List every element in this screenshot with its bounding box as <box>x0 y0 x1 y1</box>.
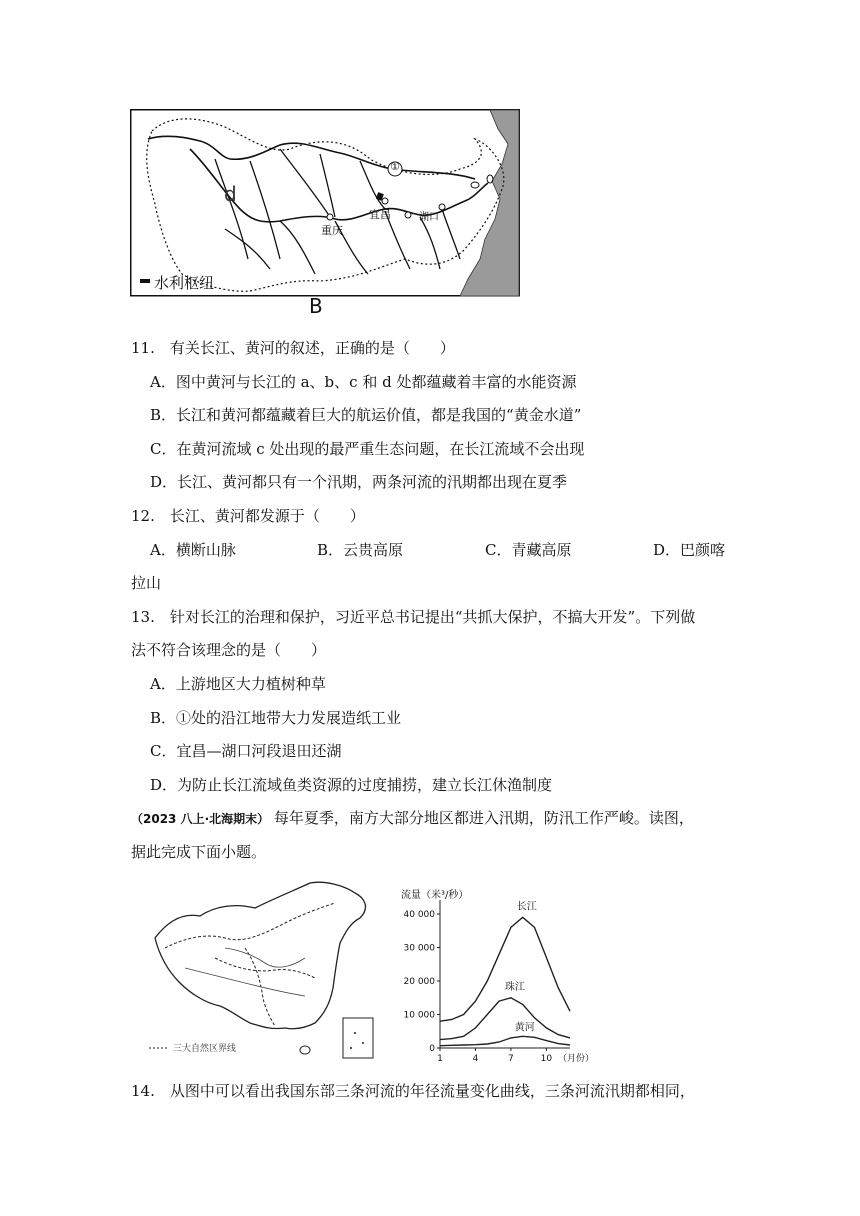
passage-source: （2023 八上·北海期末） <box>131 812 270 826</box>
q12-option-d-wrap: 拉山 <box>131 574 162 592</box>
q12-option-d: D．巴颜喀 <box>653 541 726 559</box>
y-tick-label: 10 000 <box>403 1010 435 1021</box>
legend-label: 水利枢纽 <box>154 274 215 292</box>
q11-option-c: C．在黄河流域 c 处出现的最严重生态问题，在长江流域不会出现 <box>150 440 585 458</box>
q12-option-c: C．青藏高原 <box>485 541 572 559</box>
legend-swatch <box>140 279 150 283</box>
q11-stem: 11. 有关长江、黄河的叙述，正确的是（ ） <box>131 339 455 357</box>
y-tick-label: 40 000 <box>403 910 435 920</box>
q12-option-a: A．横断山脉 <box>150 541 236 559</box>
series-label: 长江 <box>516 901 537 913</box>
label-B: B <box>309 294 323 318</box>
discharge-chart-svg <box>395 878 610 1064</box>
q13-option-a: A．上游地区大力植树种草 <box>150 675 326 693</box>
q12-option-b: B．云贵高原 <box>317 541 404 559</box>
label-chongqing: 重庆 <box>321 224 343 237</box>
q13-option-c: C．宜昌—湖口河段退田还湖 <box>150 742 342 760</box>
q11-option-d: D．长江、黄河都只有一个汛期，两条河流的汛期都出现在夏季 <box>150 473 568 491</box>
q13-stem-line1: 13. 针对长江的治理和保护，习近平总书记提出“共抓大保护，不搞大开发”。下列做 <box>131 608 696 626</box>
series-label: 黄河 <box>514 1022 535 1034</box>
y-tick-label: 0 <box>429 1044 435 1054</box>
y-tick-label: 20 000 <box>403 977 435 987</box>
label-circle-1: ① <box>390 160 400 173</box>
q13-stem-line2: 法不符合该理念的是（ ） <box>131 641 327 659</box>
x-tick-label: 4 <box>472 1054 479 1064</box>
x-tick-label: 7 <box>508 1054 514 1064</box>
series-label: 珠江 <box>504 981 525 993</box>
q11-option-a: A．图中黄河与长江的 a、b、c 和 d 处都蕴藏着丰富的水能资源 <box>150 373 577 391</box>
q11-option-b: B．长江和黄河都蕴藏着巨大的航运价值，都是我国的“黄金水道” <box>150 406 582 424</box>
label-d: d <box>224 182 237 206</box>
passage-text1: 每年夏季，南方大部分地区都进入汛期，防汛工作严峻。读图， <box>273 809 694 827</box>
series-line-1 <box>440 998 570 1040</box>
passage-line1 <box>131 808 694 829</box>
passage-line2: 据此完成下面小题。 <box>131 843 267 861</box>
q13-option-b: B．①处的沿江地带大力发展造纸工业 <box>150 709 402 727</box>
x-tick-label: 1 <box>437 1054 443 1064</box>
q13-option-d: D．为防止长江流域鱼类资源的过度捕捞，建立长江休渔制度 <box>150 776 553 794</box>
china-map <box>145 878 385 1062</box>
q14-stem: 14. 从图中可以看出我国东部三条河流的年径流量变化曲线，三条河流汛期都相同， <box>131 1082 695 1100</box>
q12-stem: 12. 长江、黄河都发源于（ ） <box>131 507 365 525</box>
x-axis-label: （月份） <box>558 1054 595 1064</box>
discharge-chart <box>395 878 610 1064</box>
y-axis-label: 流量（米³/秒） <box>401 890 469 901</box>
label-hukou: 湖口 <box>419 212 439 223</box>
china-map-svg <box>145 878 385 1062</box>
x-tick-label: 10 <box>540 1054 553 1064</box>
y-tick-label: 30 000 <box>403 943 435 954</box>
series-line-0 <box>440 917 570 1021</box>
river-basin-map <box>130 109 520 297</box>
china-map-legend: 三大自然区界线 <box>173 1044 237 1054</box>
label-yichang: 宜昌 <box>369 208 391 221</box>
river-basin-map-svg <box>130 109 520 297</box>
